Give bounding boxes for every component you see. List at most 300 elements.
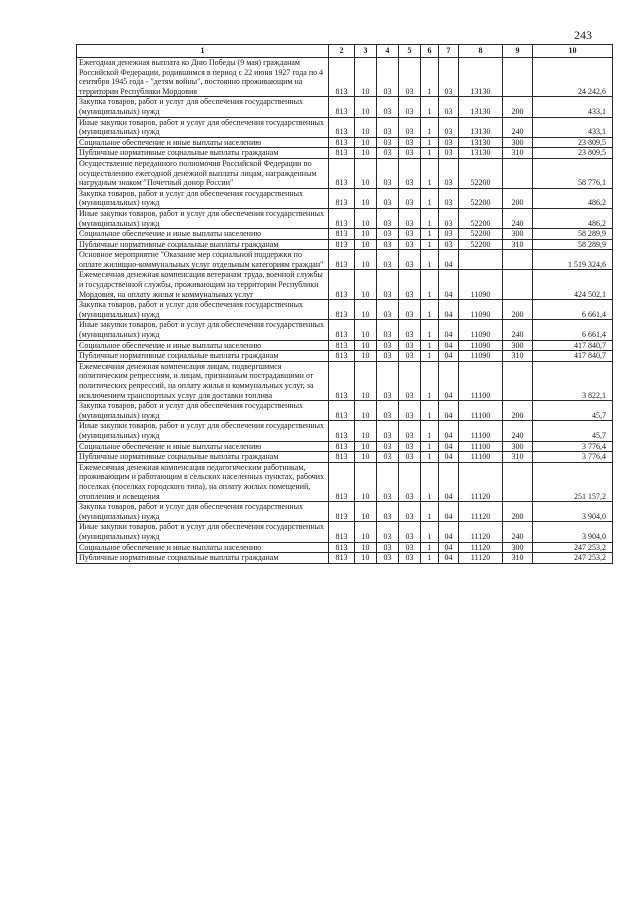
- code-6-cell: 1: [421, 229, 439, 240]
- code-5-cell: 03: [399, 250, 421, 270]
- table-row: [77, 441, 613, 452]
- row-name-cell: Публичные нормативные социальные выплаты гражданам: [77, 351, 329, 362]
- code-7-cell: 04: [439, 462, 459, 501]
- code-7-cell: 04: [439, 300, 459, 320]
- code-5-cell: 03: [399, 351, 421, 362]
- code-2-cell: 813: [329, 361, 355, 400]
- code-2-cell: 813: [329, 553, 355, 564]
- code-6-cell: 1: [421, 239, 439, 250]
- code-3-cell: 10: [355, 340, 377, 351]
- code-5-cell: 03: [399, 188, 421, 208]
- table-row: [77, 148, 613, 159]
- code-4-cell: 03: [377, 117, 399, 137]
- amount-cell: 3 904,0: [533, 502, 613, 522]
- row-name-cell: Основное мероприятие "Оказание мер социальной поддержки по оплате жилищно-коммунальных услуг отдельным категориям граждан": [77, 250, 329, 270]
- code-6-cell: 1: [421, 441, 439, 452]
- code-8-cell: 13130: [459, 148, 503, 159]
- amount-cell: 433,1: [533, 117, 613, 137]
- code-9-cell: 240: [503, 522, 533, 542]
- code-7-cell: 03: [439, 148, 459, 159]
- code-4-cell: 03: [377, 250, 399, 270]
- code-6-cell: 1: [421, 300, 439, 320]
- budget-table: [76, 44, 613, 564]
- code-4-cell: 03: [377, 361, 399, 400]
- amount-cell: 24 242,6: [533, 58, 613, 97]
- code-3-cell: 10: [355, 188, 377, 208]
- column-header: 1: [77, 45, 329, 58]
- code-5-cell: 03: [399, 522, 421, 542]
- code-2-cell: 813: [329, 208, 355, 228]
- column-header: 10: [533, 45, 613, 58]
- code-7-cell: 03: [439, 229, 459, 240]
- code-4-cell: 03: [377, 320, 399, 340]
- code-9-cell: 300: [503, 229, 533, 240]
- code-4-cell: 03: [377, 340, 399, 351]
- amount-cell: 3 904,0: [533, 522, 613, 542]
- row-name-cell: Ежемесячная денежная компенсация ветеранам труда, военной службы и государственной службы, проживающим на территории Республики Мордовия, на оплату жилья и коммунальных услуг: [77, 270, 329, 300]
- row-name-cell: Иные закупки товаров, работ и услуг для обеспечения государственных (муниципальных) нужд: [77, 522, 329, 542]
- code-3-cell: 10: [355, 270, 377, 300]
- code-4-cell: 03: [377, 270, 399, 300]
- code-9-cell: [503, 58, 533, 97]
- code-9-cell: 310: [503, 452, 533, 463]
- table-row: [77, 320, 613, 340]
- amount-cell: 3 776,4: [533, 452, 613, 463]
- row-name-cell: Ежемесячная денежная компенсация педагогическим работникам, проживающим и работающим в сельских населенных пунктах, рабочих поселках (поселках городского типа), на оплату жилых помещений, отопления и освещения: [77, 462, 329, 501]
- code-8-cell: 11090: [459, 300, 503, 320]
- table-row: [77, 158, 613, 188]
- code-4-cell: 03: [377, 229, 399, 240]
- code-7-cell: 04: [439, 250, 459, 270]
- code-2-cell: 813: [329, 351, 355, 362]
- code-5-cell: 03: [399, 158, 421, 188]
- code-3-cell: 10: [355, 421, 377, 441]
- code-6-cell: 1: [421, 401, 439, 421]
- code-3-cell: 10: [355, 320, 377, 340]
- code-3-cell: 10: [355, 542, 377, 553]
- row-name-cell: Публичные нормативные социальные выплаты гражданам: [77, 148, 329, 159]
- code-4-cell: 03: [377, 58, 399, 97]
- table-row: [77, 300, 613, 320]
- code-5-cell: 03: [399, 58, 421, 97]
- amount-cell: 23 809,5: [533, 137, 613, 148]
- table-row: [77, 452, 613, 463]
- table-row: [77, 229, 613, 240]
- code-8-cell: 11100: [459, 421, 503, 441]
- code-3-cell: 10: [355, 452, 377, 463]
- code-8-cell: 11090: [459, 270, 503, 300]
- code-7-cell: 04: [439, 270, 459, 300]
- code-6-cell: 1: [421, 351, 439, 362]
- code-9-cell: 240: [503, 320, 533, 340]
- code-3-cell: 10: [355, 300, 377, 320]
- table-row: [77, 502, 613, 522]
- code-8-cell: 52200: [459, 239, 503, 250]
- code-3-cell: 10: [355, 250, 377, 270]
- code-2-cell: 813: [329, 441, 355, 452]
- code-3-cell: 10: [355, 502, 377, 522]
- code-9-cell: 310: [503, 351, 533, 362]
- code-9-cell: 310: [503, 553, 533, 564]
- row-name-cell: Иные закупки товаров, работ и услуг для обеспечения государственных (муниципальных) нужд: [77, 320, 329, 340]
- code-2-cell: 813: [329, 158, 355, 188]
- code-3-cell: 10: [355, 441, 377, 452]
- code-5-cell: 03: [399, 502, 421, 522]
- code-7-cell: 04: [439, 522, 459, 542]
- code-4-cell: 03: [377, 208, 399, 228]
- row-name-cell: Социальное обеспечение и иные выплаты населению: [77, 229, 329, 240]
- code-8-cell: 11100: [459, 452, 503, 463]
- code-9-cell: 240: [503, 208, 533, 228]
- amount-cell: 1 519 324,6: [533, 250, 613, 270]
- code-4-cell: 03: [377, 401, 399, 421]
- amount-cell: 424 502,1: [533, 270, 613, 300]
- code-6-cell: 1: [421, 452, 439, 463]
- code-4-cell: 03: [377, 300, 399, 320]
- code-9-cell: 300: [503, 137, 533, 148]
- code-3-cell: 10: [355, 351, 377, 362]
- code-2-cell: 813: [329, 270, 355, 300]
- code-5-cell: 03: [399, 229, 421, 240]
- code-8-cell: 13130: [459, 117, 503, 137]
- amount-cell: 23 809,5: [533, 148, 613, 159]
- code-2-cell: 813: [329, 340, 355, 351]
- code-2-cell: 813: [329, 462, 355, 501]
- amount-cell: 58 289,9: [533, 229, 613, 240]
- code-5-cell: 03: [399, 401, 421, 421]
- code-2-cell: 813: [329, 137, 355, 148]
- code-4-cell: 03: [377, 351, 399, 362]
- code-7-cell: 03: [439, 208, 459, 228]
- code-6-cell: 1: [421, 148, 439, 159]
- row-name-cell: Социальное обеспечение и иные выплаты населению: [77, 137, 329, 148]
- code-8-cell: 52200: [459, 188, 503, 208]
- code-6-cell: 1: [421, 58, 439, 97]
- table-row: [77, 542, 613, 553]
- code-6-cell: 1: [421, 158, 439, 188]
- code-6-cell: 1: [421, 462, 439, 501]
- code-4-cell: 03: [377, 158, 399, 188]
- code-8-cell: 11100: [459, 401, 503, 421]
- code-6-cell: 1: [421, 542, 439, 553]
- code-7-cell: 04: [439, 320, 459, 340]
- code-7-cell: 03: [439, 188, 459, 208]
- code-4-cell: 03: [377, 502, 399, 522]
- code-5-cell: 03: [399, 97, 421, 117]
- code-8-cell: 11120: [459, 522, 503, 542]
- code-9-cell: 300: [503, 542, 533, 553]
- column-header: 5: [399, 45, 421, 58]
- table-row: [77, 239, 613, 250]
- table-row: [77, 188, 613, 208]
- code-4-cell: 03: [377, 462, 399, 501]
- code-4-cell: 03: [377, 148, 399, 159]
- table-row: [77, 522, 613, 542]
- code-5-cell: 03: [399, 421, 421, 441]
- row-name-cell: Закупка товаров, работ и услуг для обеспечения государственных (муниципальных) нужд: [77, 502, 329, 522]
- column-header: 7: [439, 45, 459, 58]
- code-6-cell: 1: [421, 361, 439, 400]
- code-4-cell: 03: [377, 421, 399, 441]
- code-9-cell: [503, 462, 533, 501]
- code-4-cell: 03: [377, 441, 399, 452]
- row-name-cell: Закупка товаров, работ и услуг для обеспечения государственных (муниципальных) нужд: [77, 300, 329, 320]
- amount-cell: 433,1: [533, 97, 613, 117]
- row-name-cell: Социальное обеспечение и иные выплаты населению: [77, 340, 329, 351]
- code-5-cell: 03: [399, 148, 421, 159]
- code-7-cell: 04: [439, 401, 459, 421]
- code-3-cell: 10: [355, 208, 377, 228]
- amount-cell: 6 661,4: [533, 320, 613, 340]
- code-9-cell: 200: [503, 401, 533, 421]
- amount-cell: 251 157,2: [533, 462, 613, 501]
- row-name-cell: Публичные нормативные социальные выплаты гражданам: [77, 452, 329, 463]
- amount-cell: 58 776,1: [533, 158, 613, 188]
- code-9-cell: [503, 270, 533, 300]
- code-9-cell: 310: [503, 148, 533, 159]
- code-9-cell: 200: [503, 300, 533, 320]
- code-5-cell: 03: [399, 320, 421, 340]
- code-2-cell: 813: [329, 229, 355, 240]
- table-row: [77, 97, 613, 117]
- code-7-cell: 04: [439, 502, 459, 522]
- amount-cell: 417 840,7: [533, 351, 613, 362]
- table-body: [77, 58, 613, 564]
- amount-cell: 6 661,4: [533, 300, 613, 320]
- table-row: [77, 553, 613, 564]
- row-name-cell: Закупка товаров, работ и услуг для обеспечения государственных (муниципальных) нужд: [77, 401, 329, 421]
- code-7-cell: 04: [439, 441, 459, 452]
- code-6-cell: 1: [421, 320, 439, 340]
- code-2-cell: 813: [329, 401, 355, 421]
- code-5-cell: 03: [399, 441, 421, 452]
- code-5-cell: 03: [399, 239, 421, 250]
- code-8-cell: 11090: [459, 351, 503, 362]
- code-4-cell: 03: [377, 239, 399, 250]
- code-5-cell: 03: [399, 340, 421, 351]
- code-2-cell: 813: [329, 117, 355, 137]
- code-8-cell: 52200: [459, 229, 503, 240]
- code-8-cell: 52200: [459, 158, 503, 188]
- code-2-cell: 813: [329, 452, 355, 463]
- table-row: [77, 340, 613, 351]
- code-9-cell: [503, 361, 533, 400]
- code-3-cell: 10: [355, 462, 377, 501]
- code-9-cell: 240: [503, 421, 533, 441]
- amount-cell: 247 253,2: [533, 542, 613, 553]
- code-2-cell: 813: [329, 502, 355, 522]
- code-7-cell: 04: [439, 340, 459, 351]
- column-header: 2: [329, 45, 355, 58]
- code-5-cell: 03: [399, 361, 421, 400]
- column-header: 8: [459, 45, 503, 58]
- code-8-cell: 13130: [459, 97, 503, 117]
- row-name-cell: Осуществление переданного полномочия Российской Федерации по осуществлению ежегодной денежной выплаты лицам, награжденным нагрудным знаком "Почетный донор России": [77, 158, 329, 188]
- table-row: [77, 351, 613, 362]
- code-9-cell: 300: [503, 441, 533, 452]
- table-header-row: [77, 45, 613, 58]
- code-6-cell: 1: [421, 270, 439, 300]
- code-3-cell: 10: [355, 239, 377, 250]
- code-7-cell: 03: [439, 97, 459, 117]
- table-row: [77, 401, 613, 421]
- code-5-cell: 03: [399, 300, 421, 320]
- code-3-cell: 10: [355, 553, 377, 564]
- code-3-cell: 10: [355, 361, 377, 400]
- code-6-cell: 1: [421, 553, 439, 564]
- code-5-cell: 03: [399, 452, 421, 463]
- table-row: [77, 361, 613, 400]
- code-7-cell: 04: [439, 542, 459, 553]
- code-6-cell: 1: [421, 188, 439, 208]
- code-7-cell: 04: [439, 351, 459, 362]
- code-3-cell: 10: [355, 97, 377, 117]
- code-8-cell: 11090: [459, 340, 503, 351]
- code-8-cell: 13130: [459, 58, 503, 97]
- code-2-cell: 813: [329, 542, 355, 553]
- code-2-cell: 813: [329, 320, 355, 340]
- code-3-cell: 10: [355, 148, 377, 159]
- code-6-cell: 1: [421, 421, 439, 441]
- code-9-cell: 200: [503, 97, 533, 117]
- table-row: [77, 58, 613, 97]
- code-6-cell: 1: [421, 340, 439, 351]
- code-7-cell: 04: [439, 553, 459, 564]
- code-3-cell: 10: [355, 58, 377, 97]
- amount-cell: 486,2: [533, 208, 613, 228]
- row-name-cell: Публичные нормативные социальные выплаты гражданам: [77, 553, 329, 564]
- code-7-cell: 04: [439, 452, 459, 463]
- table-row: [77, 208, 613, 228]
- row-name-cell: Иные закупки товаров, работ и услуг для обеспечения государственных (муниципальных) нужд: [77, 208, 329, 228]
- amount-cell: 58 289,9: [533, 239, 613, 250]
- amount-cell: 45,7: [533, 421, 613, 441]
- code-2-cell: 813: [329, 58, 355, 97]
- code-6-cell: 1: [421, 502, 439, 522]
- amount-cell: 247 253,2: [533, 553, 613, 564]
- code-4-cell: 03: [377, 97, 399, 117]
- code-5-cell: 03: [399, 208, 421, 228]
- table-row: [77, 250, 613, 270]
- table-row: [77, 117, 613, 137]
- code-8-cell: 11090: [459, 320, 503, 340]
- code-3-cell: 10: [355, 229, 377, 240]
- table-row: [77, 462, 613, 501]
- code-8-cell: 11100: [459, 361, 503, 400]
- code-3-cell: 10: [355, 522, 377, 542]
- code-6-cell: 1: [421, 117, 439, 137]
- code-4-cell: 03: [377, 553, 399, 564]
- page-number: 243: [574, 28, 592, 42]
- code-2-cell: 813: [329, 188, 355, 208]
- code-8-cell: [459, 250, 503, 270]
- code-8-cell: 11120: [459, 462, 503, 501]
- row-name-cell: Иные закупки товаров, работ и услуг для обеспечения государственных (муниципальных) нужд: [77, 421, 329, 441]
- code-2-cell: 813: [329, 300, 355, 320]
- column-header: 6: [421, 45, 439, 58]
- row-name-cell: Закупка товаров, работ и услуг для обеспечения государственных (муниципальных) нужд: [77, 188, 329, 208]
- code-4-cell: 03: [377, 137, 399, 148]
- code-5-cell: 03: [399, 117, 421, 137]
- column-header: 3: [355, 45, 377, 58]
- code-5-cell: 03: [399, 137, 421, 148]
- code-6-cell: 1: [421, 97, 439, 117]
- code-7-cell: 03: [439, 117, 459, 137]
- code-9-cell: 200: [503, 188, 533, 208]
- code-3-cell: 10: [355, 401, 377, 421]
- code-8-cell: 11120: [459, 542, 503, 553]
- code-8-cell: 11120: [459, 502, 503, 522]
- code-8-cell: 52200: [459, 208, 503, 228]
- code-2-cell: 813: [329, 250, 355, 270]
- column-header: 4: [377, 45, 399, 58]
- code-5-cell: 03: [399, 553, 421, 564]
- amount-cell: 3 776,4: [533, 441, 613, 452]
- code-5-cell: 03: [399, 270, 421, 300]
- code-2-cell: 813: [329, 421, 355, 441]
- table-row: [77, 137, 613, 148]
- code-3-cell: 10: [355, 117, 377, 137]
- amount-cell: 3 822,1: [533, 361, 613, 400]
- code-8-cell: 11120: [459, 553, 503, 564]
- row-name-cell: Ежемесячная денежная компенсация лицам, подвергшимся политическим репрессиям, и лицам, признанным пострадавшими от политических репрессий, на оплату жилья и коммунальных услуг, за исключением транспортных услуг для доставки топлива: [77, 361, 329, 400]
- code-4-cell: 03: [377, 522, 399, 542]
- code-4-cell: 03: [377, 542, 399, 553]
- code-5-cell: 03: [399, 542, 421, 553]
- code-2-cell: 813: [329, 522, 355, 542]
- row-name-cell: Иные закупки товаров, работ и услуг для обеспечения государственных (муниципальных) нужд: [77, 117, 329, 137]
- amount-cell: 45,7: [533, 401, 613, 421]
- code-9-cell: [503, 158, 533, 188]
- code-3-cell: 10: [355, 137, 377, 148]
- code-6-cell: 1: [421, 250, 439, 270]
- code-2-cell: 813: [329, 148, 355, 159]
- code-7-cell: 03: [439, 158, 459, 188]
- code-8-cell: 13130: [459, 137, 503, 148]
- code-8-cell: 11100: [459, 441, 503, 452]
- code-9-cell: 200: [503, 502, 533, 522]
- row-name-cell: Социальное обеспечение и иные выплаты населению: [77, 441, 329, 452]
- code-7-cell: 04: [439, 421, 459, 441]
- code-7-cell: 03: [439, 137, 459, 148]
- code-9-cell: [503, 250, 533, 270]
- amount-cell: 486,2: [533, 188, 613, 208]
- code-6-cell: 1: [421, 522, 439, 542]
- code-7-cell: 04: [439, 361, 459, 400]
- code-4-cell: 03: [377, 452, 399, 463]
- amount-cell: 417 840,7: [533, 340, 613, 351]
- table-row: [77, 270, 613, 300]
- row-name-cell: Публичные нормативные социальные выплаты гражданам: [77, 239, 329, 250]
- code-9-cell: 240: [503, 117, 533, 137]
- code-6-cell: 1: [421, 137, 439, 148]
- row-name-cell: Ежегодная денежная выплата ко Дню Победы (9 мая) гражданам Российской Федерации, родившимся в период с 22 июня 1927 года по 4 сентября 1945 года - "детям войны", постоянно проживающим на территории Республики Мордовия: [77, 58, 329, 97]
- code-3-cell: 10: [355, 158, 377, 188]
- code-2-cell: 813: [329, 97, 355, 117]
- code-9-cell: 310: [503, 239, 533, 250]
- code-2-cell: 813: [329, 239, 355, 250]
- code-7-cell: 03: [439, 239, 459, 250]
- code-7-cell: 03: [439, 58, 459, 97]
- code-9-cell: 300: [503, 340, 533, 351]
- table-row: [77, 421, 613, 441]
- row-name-cell: Социальное обеспечение и иные выплаты населению: [77, 542, 329, 553]
- code-6-cell: 1: [421, 208, 439, 228]
- code-5-cell: 03: [399, 462, 421, 501]
- code-4-cell: 03: [377, 188, 399, 208]
- row-name-cell: Закупка товаров, работ и услуг для обеспечения государственных (муниципальных) нужд: [77, 97, 329, 117]
- column-header: 9: [503, 45, 533, 58]
